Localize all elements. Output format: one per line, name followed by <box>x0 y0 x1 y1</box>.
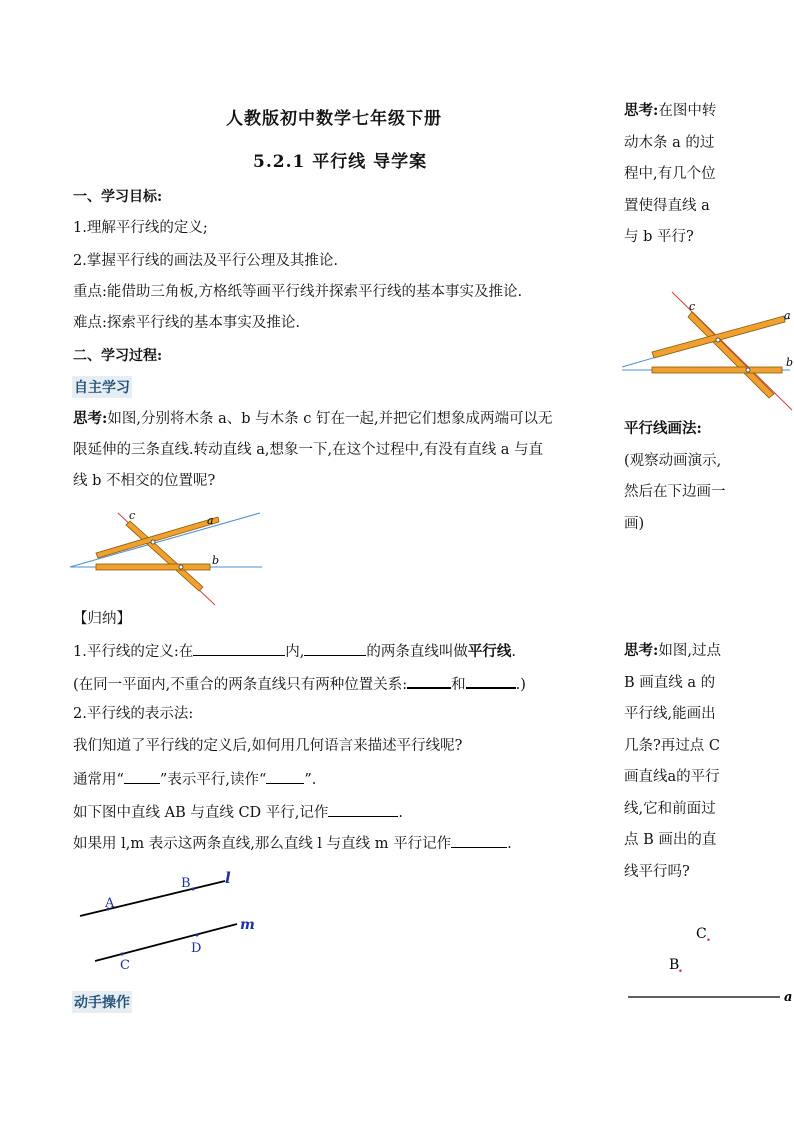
usual-part-1: 通常用“ <box>73 772 124 788</box>
representation-question: 我们知道了平行线的定义后,如何用几何语言来描述平行线呢? <box>73 738 463 754</box>
side-draw-method <box>624 413 734 540</box>
side-label-c: c <box>689 300 696 313</box>
summary-heading: 【归纳】 <box>73 611 131 627</box>
blank-ab-cd[interactable] <box>328 802 398 817</box>
think-text-1: 如图,分别将木条 a、b 与木条 c 钉在一起,并把它们想象成两端可以无 <box>107 411 553 427</box>
side-label-line-a: a <box>784 990 793 1005</box>
l-m-text: 如果用 l,m 表示这两条直线,那么直线 l 与直线 m 平行记作 <box>73 836 452 852</box>
pos-part-2: 和 <box>451 677 466 693</box>
side-sticks-figure <box>622 290 794 410</box>
goal-1: 1.理解平行线的定义; <box>73 220 208 236</box>
point-D <box>196 934 199 937</box>
usual-part-2: ”表示平行,读作“ <box>159 772 267 788</box>
section-learning-process: 二、学习过程: <box>73 348 163 364</box>
usual-line <box>73 769 316 790</box>
def-part-1: 1.平行线的定义:在 <box>73 644 194 660</box>
document-title: 人教版初中数学七年级下册 <box>226 109 442 129</box>
ab-cd-line <box>73 802 403 823</box>
def-bold-term: 平行线 <box>467 643 512 660</box>
blank-position-1[interactable] <box>407 673 451 689</box>
side-think-1-label: 思考: <box>624 102 659 119</box>
side-think-1-text: 在图中转动木条 a 的过程中,有几个位置使得直线 a 与 b 平行? <box>624 103 717 245</box>
l-m-line <box>73 833 512 854</box>
think-text-2: 限延伸的三条直线.转动直线 a,想象一下,在这个过程中,有没有直线 a 与直 <box>73 442 544 458</box>
side-points-figure <box>624 920 794 1010</box>
nail-ac <box>151 540 155 544</box>
side-dot-C: . <box>706 929 711 945</box>
point-B <box>192 888 195 891</box>
side-stick-a <box>652 316 785 358</box>
pos-part-1: (在同一平面内,不重合的两条直线只有两种位置关系: <box>73 677 408 693</box>
blank-l-m[interactable] <box>451 833 507 848</box>
label-B: B <box>181 876 191 891</box>
blank-condition[interactable] <box>304 641 366 656</box>
ab-cd-text: 如下图中直线 AB 与直线 CD 平行,记作 <box>73 805 329 821</box>
sticks-figure <box>70 505 270 605</box>
label-D: D <box>191 941 202 956</box>
stick-b <box>96 564 210 570</box>
document-subtitle: 5.2.1 平行线 导学案 <box>253 152 428 172</box>
blank-symbol[interactable] <box>124 769 160 784</box>
difficulty: 难点:探索平行线的基本事实及推论. <box>73 315 300 331</box>
hands-on-heading: 动手操作 <box>72 991 132 1013</box>
ab-cd-end: . <box>398 805 404 821</box>
side-label-B: B <box>669 957 680 973</box>
label-A: A <box>105 896 115 911</box>
label-a: a <box>207 514 214 527</box>
usual-part-3: ”. <box>304 772 317 788</box>
line-m <box>95 924 237 961</box>
goal-2: 2.掌握平行线的画法及平行公理及其推论. <box>73 253 338 269</box>
stick-c <box>126 521 203 591</box>
side-think-1 <box>624 95 728 254</box>
side-label-a: a <box>784 309 791 322</box>
side-dot-B: . <box>678 960 683 976</box>
side-stick-b <box>652 367 782 373</box>
representation-title: 2.平行线的表示法: <box>73 706 194 722</box>
parallel-lines-figure <box>75 868 265 978</box>
positions-line <box>73 673 526 695</box>
def-end: . <box>511 644 516 660</box>
line-l <box>80 881 225 916</box>
side-think-2-label: 思考: <box>624 642 659 659</box>
definition-line <box>73 641 516 662</box>
pos-part-3: .) <box>515 677 526 693</box>
point-C <box>121 953 124 956</box>
key-point: 重点:能借助三角板,方格纸等画平行线并探索平行线的基本事实及推论. <box>73 284 523 300</box>
def-part-3: 的两条直线叫做 <box>366 644 468 660</box>
l-m-end: . <box>507 836 512 852</box>
side-nail-bc <box>746 368 750 372</box>
side-think-2-text: 如图,过点 B 画直线 a 的平行线,能画出几条?再过点 C 画直线a的平行线,它和前面过点 B 画出的直线平行吗? <box>624 643 721 880</box>
blank-plane[interactable] <box>193 641 285 656</box>
label-b: b <box>212 554 220 567</box>
side-label-C: C <box>696 926 707 942</box>
side-draw-text: (观察动画演示,然后在下边画一画) <box>624 452 726 532</box>
think-paragraph-line1 <box>73 409 553 429</box>
nail-bc <box>179 565 183 569</box>
think-text-3: 线 b 不相交的位置呢? <box>73 473 216 489</box>
self-study-heading: 自主学习 <box>72 376 132 398</box>
label-C-main: C <box>120 958 130 973</box>
side-draw-label: 平行线画法: <box>624 420 702 437</box>
label-c: c <box>129 509 136 522</box>
blank-reading[interactable] <box>266 769 304 784</box>
label-m: m <box>240 917 255 933</box>
blank-position-2[interactable] <box>466 673 516 689</box>
section-learning-goals: 一、学习目标: <box>73 189 163 205</box>
side-nail-ac <box>716 338 720 342</box>
think-label: 思考: <box>73 410 108 427</box>
label-l: l <box>225 869 231 887</box>
def-part-2: 内, <box>285 644 305 660</box>
side-label-b: b <box>786 356 794 369</box>
side-think-2 <box>624 635 728 888</box>
